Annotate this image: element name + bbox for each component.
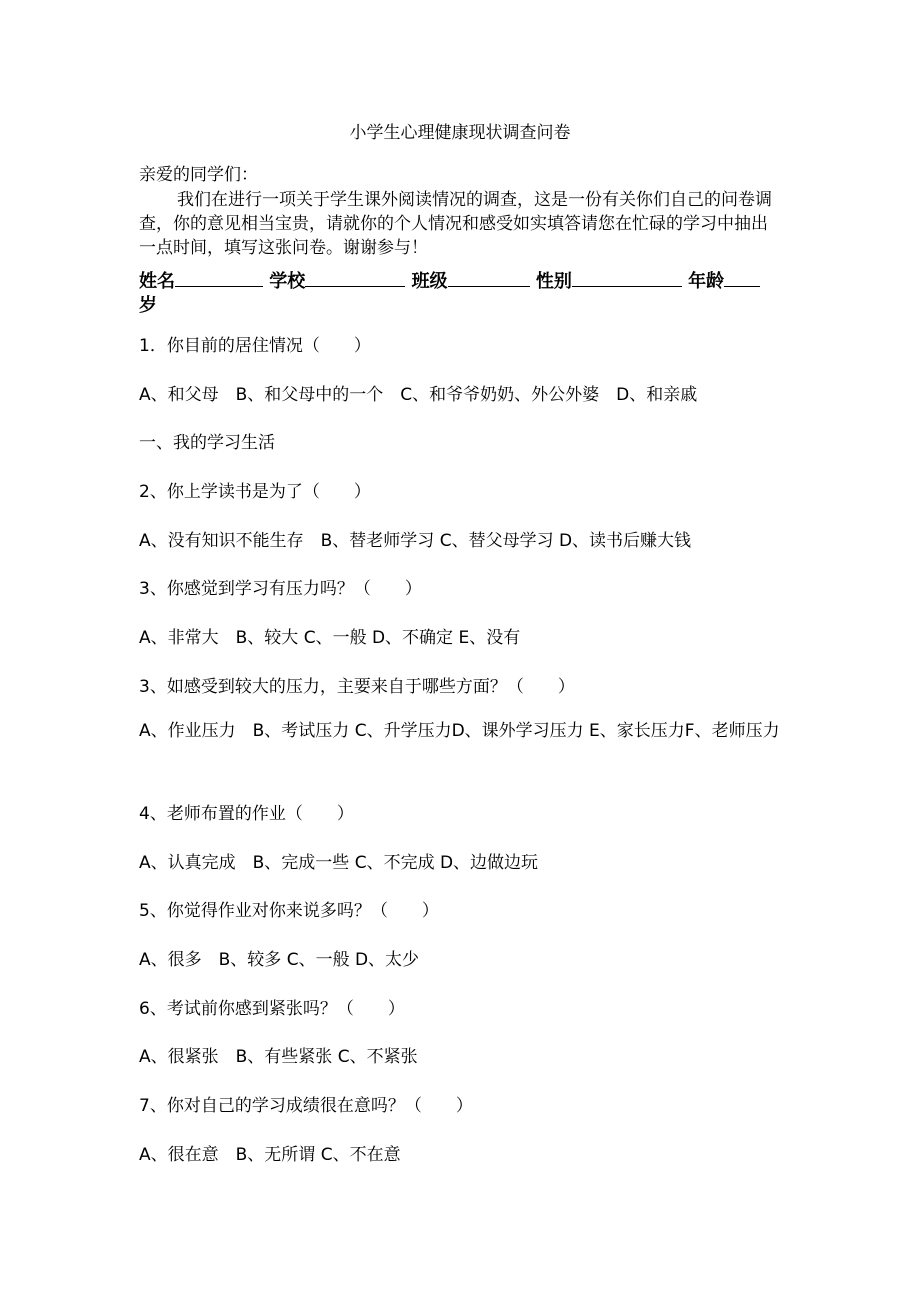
school-blank[interactable] [305, 270, 405, 287]
age-blank[interactable] [724, 270, 760, 287]
intro-paragraph: 我们在进行一项关于学生课外阅读情况的调查，这是一份有关你们自己的问卷调查，你的意见相当宝贵，请就你的个人情况和感受如实填答请您在忙碌的学习中抽出一点时间，填写这张问卷。谢谢参与！ [139, 190, 772, 258]
question-6: 6、考试前你感到紧张吗？（ ） [139, 999, 405, 1019]
section-heading: 一、我的学习生活 [139, 433, 275, 453]
question-1: 1．你目前的居住情况（ ） [139, 336, 371, 356]
question-3: 3、你感觉到学习有压力吗？（ ） [139, 579, 422, 599]
question-4: 4、老师布置的作业（ ） [139, 804, 354, 824]
age-unit: 岁 [139, 295, 157, 316]
class-label: 班级 [411, 271, 448, 292]
question-7: 7、你对自己的学习成绩很在意吗？（ ） [139, 1096, 473, 1116]
question-1-options: A、和父母 B、和父母中的一个 C、和爷爷奶奶、外公外婆 D、和亲戚 [139, 385, 698, 405]
question-6-options: A、很紧张 B、有些紧张 C、不紧张 [139, 1047, 418, 1067]
question-3b: 3、如感受到较大的压力，主要来自于哪些方面？（ ） [139, 677, 575, 697]
gender-blank[interactable] [572, 270, 682, 287]
question-5-options: A、很多 B、较多 C、一般 D、太少 [139, 950, 420, 970]
age-label: 年龄 [688, 271, 725, 292]
page-title: 小学生心理健康现状调查问卷 [349, 123, 571, 143]
question-2-options: A、没有知识不能生存 B、替老师学习 C、替父母学习 D、读书后赚大钱 [139, 531, 692, 551]
question-4-options: A、认真完成 B、完成一些 C、不完成 D、边做边玩 [139, 853, 539, 873]
gender-label: 性别 [535, 271, 572, 292]
student-info-line [139, 270, 784, 318]
question-3b-options: A、作业压力 B、考试压力 C、升学压力D、课外学习压力 E、家长压力F、老师压力 [139, 721, 780, 741]
question-2: 2、你上学读书是为了（ ） [139, 482, 371, 502]
school-label: 学校 [269, 271, 306, 292]
question-3-options: A、非常大 B、较大 C、一般 D、不确定 E、没有 [139, 628, 521, 648]
name-blank[interactable] [175, 270, 263, 287]
question-7-options: A、很在意 B、无所谓 C、不在意 [139, 1145, 401, 1165]
class-blank[interactable] [448, 270, 530, 287]
question-5: 5、你觉得作业对你来说多吗？（ ） [139, 901, 439, 921]
name-label: 姓名 [139, 271, 175, 292]
greeting: 亲爱的同学们： [139, 165, 258, 185]
